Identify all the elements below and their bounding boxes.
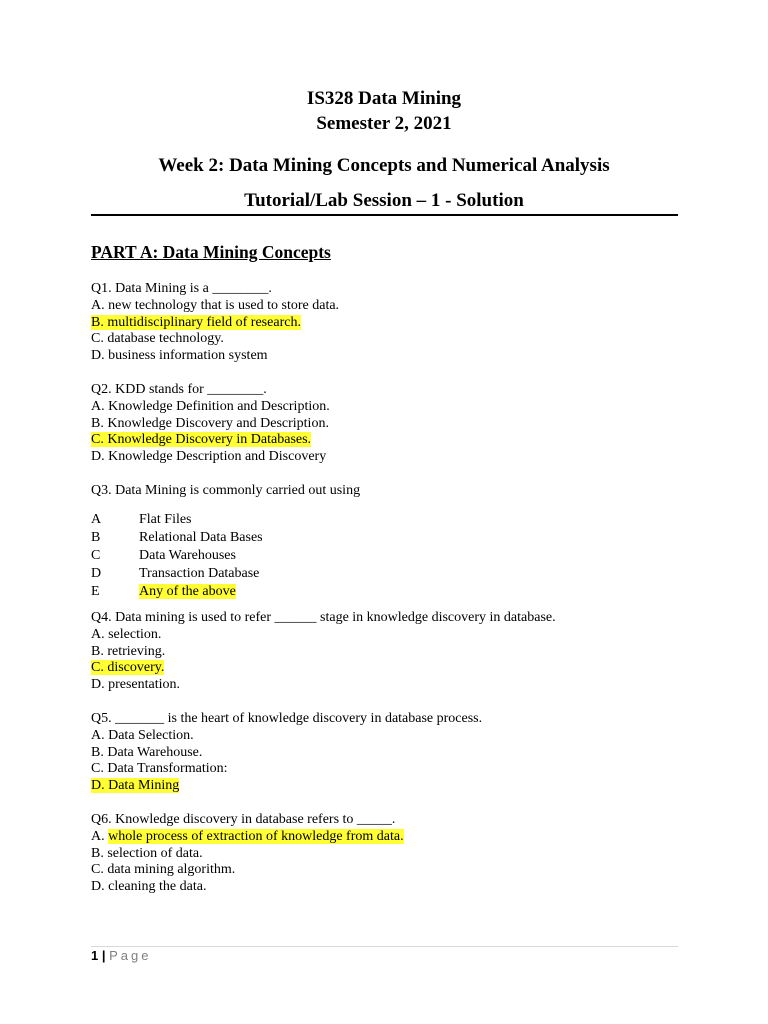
course-title: IS328 Data Mining xyxy=(306,88,462,109)
part-a-heading: PART A: Data Mining Concepts xyxy=(91,242,331,262)
q6-stem: Q6. Knowledge discovery in database refers to _____. xyxy=(91,812,396,827)
q3-option-text: Data Warehouses xyxy=(139,547,236,563)
q4-stem: Q4. Data mining is used to refer ______ stage in knowledge discovery in database. xyxy=(91,610,556,625)
header-rule xyxy=(91,214,678,216)
q2-option-b: B. Knowledge Discovery and Description. xyxy=(91,415,329,431)
q5-option-d-answer: D. Data Mining xyxy=(91,778,180,794)
q2-stem: Q2. KDD stands for ________. xyxy=(91,382,267,397)
page-number: 1 xyxy=(91,948,99,963)
semester-title: Semester 2, 2021 xyxy=(316,113,452,134)
q6-option-c: C. data mining algorithm. xyxy=(91,862,236,878)
q3-option-e-answer: Any of the above xyxy=(139,583,236,599)
question-3 xyxy=(91,483,360,601)
week-title: Week 2: Data Mining Concepts and Numerical Analysis xyxy=(158,155,610,176)
q3-option-letter: B xyxy=(91,529,101,545)
q3-option-row xyxy=(91,565,360,583)
q6-option-a-prefix: A. xyxy=(91,828,109,844)
q2-option-a: A. Knowledge Definition and Description. xyxy=(91,398,330,414)
question-6 xyxy=(91,812,404,896)
page-label: Page xyxy=(109,948,152,963)
q1-stem: Q1. Data Mining is a ________. xyxy=(91,281,272,296)
q1-option-a: A. new technology that is used to store data. xyxy=(91,297,340,313)
q5-option-b: B. Data Warehouse. xyxy=(91,744,203,760)
q1-option-d: D. business information system xyxy=(91,348,268,364)
q3-option-row xyxy=(91,529,360,547)
q6-option-a-answer: whole process of extraction of knowledge from data. xyxy=(108,828,404,844)
page-separator: | xyxy=(98,948,110,963)
q3-option-letter: D xyxy=(91,565,102,581)
q2-option-c-answer: C. Knowledge Discovery in Databases. xyxy=(91,432,312,448)
q5-stem: Q5. _______ is the heart of knowledge discovery in database process. xyxy=(91,711,483,726)
page-footer xyxy=(91,948,151,963)
question-5 xyxy=(91,711,482,795)
q3-option-letter: C xyxy=(91,547,101,563)
q6-option-d: D. cleaning the data. xyxy=(91,879,207,895)
q4-option-c-answer: C. discovery. xyxy=(91,660,165,676)
q4-option-d: D. presentation. xyxy=(91,677,181,693)
q3-option-letter: A xyxy=(91,511,102,527)
q5-option-a: A. Data Selection. xyxy=(91,727,194,743)
q5-option-c: C. Data Transformation: xyxy=(91,761,228,777)
q1-option-b-answer: B. multidisciplinary field of research. xyxy=(91,314,301,330)
q4-option-a: A. selection. xyxy=(91,626,162,642)
question-1 xyxy=(91,281,339,365)
q3-option-text: Flat Files xyxy=(139,511,192,527)
q2-option-d: D. Knowledge Description and Discovery xyxy=(91,449,327,465)
q3-stem: Q3. Data Mining is commonly carried out using xyxy=(91,483,361,498)
q3-option-row xyxy=(91,511,360,529)
q3-option-text: Transaction Database xyxy=(139,565,260,581)
question-4 xyxy=(91,610,556,694)
q3-option-row xyxy=(91,583,360,601)
footer-rule xyxy=(91,946,678,947)
q3-option-row xyxy=(91,547,360,565)
q3-option-text: Relational Data Bases xyxy=(139,529,263,545)
q6-option-b: B. selection of data. xyxy=(91,845,203,861)
q3-option-letter: E xyxy=(91,583,100,599)
session-title: Tutorial/Lab Session – 1 - Solution xyxy=(244,190,524,211)
q1-option-c: C. database technology. xyxy=(91,331,224,347)
question-2 xyxy=(91,382,330,466)
q4-option-b: B. retrieving. xyxy=(91,643,166,659)
